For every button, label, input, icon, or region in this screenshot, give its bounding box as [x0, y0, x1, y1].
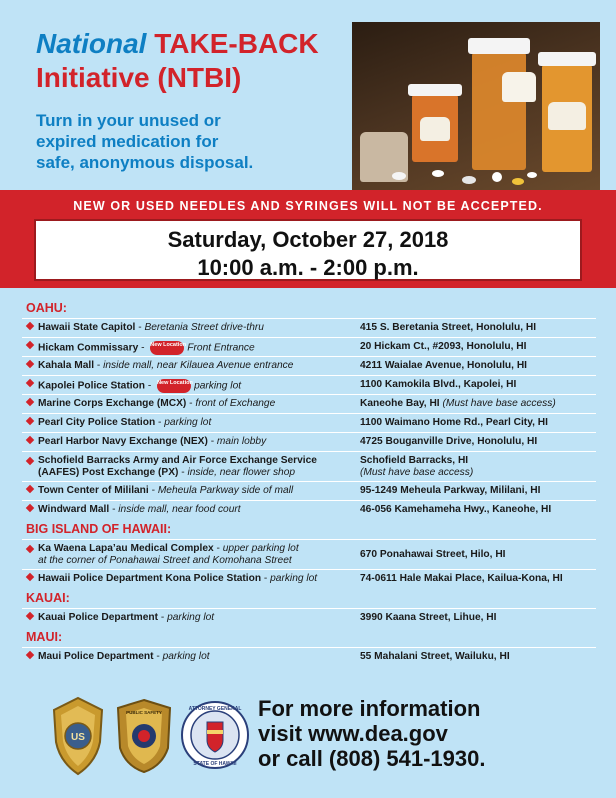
- bullet-icon: [26, 360, 34, 368]
- location-name: Marine Corps Exchange (MCX): [38, 398, 187, 409]
- location-detail: parking lot: [167, 612, 215, 623]
- region-heading-maui: MAUI:: [26, 630, 63, 644]
- bullet-icon: [26, 485, 34, 493]
- location-address: 55 Mahalani Street, Wailuku, HI: [360, 651, 510, 662]
- title-national: National: [36, 28, 147, 59]
- svg-text:PUBLIC SAFETY: PUBLIC SAFETY: [126, 710, 162, 715]
- more-info: [258, 696, 598, 771]
- location-detail-continued: at the corner of Ponahawai Street and Komohana Street: [38, 555, 292, 566]
- location-address: 74-0611 Hale Makai Place, Kailua-Kona, HI: [360, 573, 563, 584]
- bullet-icon: [26, 436, 34, 444]
- location-detail: inside, near flower shop: [187, 467, 296, 478]
- location-detail: Beretania Street drive-thru: [144, 322, 264, 333]
- bullet-icon: [26, 379, 34, 387]
- location-detail: inside mall, near Kilauea Avenue entrance: [103, 360, 294, 371]
- location-address: Kaneohe Bay, HI: [360, 398, 440, 409]
- separator: -: [186, 398, 196, 409]
- location-name: Hickam Commissary: [38, 342, 139, 354]
- location-address: 415 S. Beretania Street, Honolulu, HI: [360, 322, 537, 333]
- location-name: Windward Mall: [38, 504, 110, 515]
- website-link[interactable]: visit www.dea.gov: [258, 721, 448, 746]
- svg-text:STATE OF HAWAII: STATE OF HAWAII: [193, 761, 237, 767]
- location-detail: front of Exchange: [195, 398, 276, 409]
- separator: -: [261, 573, 271, 584]
- location-name-continued: (AAFES) Post Exchange (PX): [38, 467, 179, 478]
- medication-photo: [352, 22, 600, 192]
- location-detail: Front Entrance: [187, 342, 255, 354]
- location-detail: parking lot: [162, 651, 210, 662]
- location-name: Ka Waena Lapa’au Medical Complex: [38, 543, 214, 554]
- needles-warning: NEW OR USED NEEDLES AND SYRINGES WILL NOT BE ACCEPTED.: [73, 199, 543, 213]
- separator: -: [148, 485, 158, 496]
- location-detail: main lobby: [216, 436, 267, 447]
- location-name: Pearl City Police Station: [38, 417, 156, 428]
- location-name: Hawaii Police Department Kona Police Station: [38, 573, 262, 584]
- location-name: Kauai Police Department: [38, 612, 159, 623]
- list-item: [22, 337, 596, 356]
- tagline-line: safe, anonymous disposal.: [36, 153, 254, 172]
- bullet-icon: [26, 612, 34, 620]
- list-item: [22, 413, 596, 432]
- list-item: [22, 608, 596, 627]
- location-detail: upper parking lot: [222, 543, 299, 554]
- location-address: 4725 Bouganville Drive, Honolulu, HI: [360, 436, 538, 447]
- list-item: [22, 539, 596, 569]
- locations-list: [22, 298, 596, 666]
- agency-seals: [50, 696, 250, 776]
- bullet-icon: [26, 651, 34, 659]
- location-address: 1100 Kamokila Blvd., Kapolei, HI: [360, 379, 517, 390]
- bullet-icon: [26, 417, 34, 425]
- dea-badge-icon: [50, 696, 106, 776]
- region-heading-big-island: BIG ISLAND OF HAWAII:: [26, 522, 172, 536]
- location-name: Kapolei Police Station: [38, 380, 145, 392]
- location-name: Town Center of Mililani: [38, 485, 149, 496]
- list-item: [22, 647, 596, 666]
- title: [36, 28, 319, 60]
- bullet-icon: [26, 545, 34, 553]
- list-item: [22, 432, 596, 451]
- separator: -: [213, 543, 223, 554]
- list-item: [22, 356, 596, 375]
- location-address: 3990 Kaana Street, Lihue, HI: [360, 612, 497, 623]
- location-detail: parking lot: [270, 573, 318, 584]
- location-detail: inside mall, near food court: [118, 504, 241, 515]
- region-heading-kauai: KAUAI:: [26, 591, 70, 605]
- more-info-line: For more information: [258, 696, 481, 721]
- svg-text:ATTORNEY GENERAL: ATTORNEY GENERAL: [188, 706, 242, 712]
- location-name: Schofield Barracks Army and Air Force Exchange Service: [38, 455, 317, 466]
- location-address: 20 Hickam Ct., #2093, Honolulu, HI: [360, 341, 527, 352]
- title-initiative: Initiative (NTBI): [36, 62, 242, 93]
- tagline: [36, 110, 336, 173]
- svg-text:US: US: [71, 732, 85, 743]
- location-name: Kahala Mall: [38, 360, 95, 371]
- address-note: (Must have base access): [442, 398, 556, 409]
- list-item: [22, 451, 596, 481]
- bullet-icon: [26, 457, 34, 465]
- address-note: (Must have base access): [360, 467, 474, 478]
- separator: -: [178, 467, 188, 478]
- location-name: Pearl Harbor Navy Exchange (NEX): [38, 436, 208, 447]
- location-address: 46-056 Kamehameha Hwy., Kaneohe, HI: [360, 504, 552, 515]
- separator: -: [207, 436, 217, 447]
- list-item: [22, 481, 596, 500]
- event-datebox: [34, 219, 582, 281]
- location-detail: Meheula Parkway side of mall: [157, 485, 294, 496]
- location-address: 4211 Waialae Avenue, Honolulu, HI: [360, 360, 528, 371]
- list-item: [22, 375, 596, 394]
- bullet-icon: [26, 504, 34, 512]
- separator: -: [155, 417, 165, 428]
- separator: -: [145, 380, 155, 392]
- event-time: 10:00 a.m. - 2:00 p.m.: [197, 255, 419, 280]
- bullet-icon: [26, 341, 34, 349]
- location-name: Maui Police Department: [38, 651, 154, 662]
- tagline-line: expired medication for: [36, 132, 219, 151]
- new-location-badge: New Location: [157, 379, 191, 393]
- new-location-badge: New Location: [150, 341, 184, 355]
- attorney-general-seal-icon: [180, 700, 250, 770]
- bullet-icon: [26, 322, 34, 330]
- bullet-icon: [26, 573, 34, 581]
- bullet-icon: [26, 398, 34, 406]
- separator: -: [153, 651, 163, 662]
- region-heading-oahu: OAHU:: [26, 301, 67, 315]
- separator: -: [109, 504, 119, 515]
- list-item: [22, 394, 596, 413]
- location-detail: parking lot: [164, 417, 212, 428]
- title-take-back: TAKE-BACK: [154, 28, 319, 59]
- location-address: 670 Ponahawai Street, Hilo, HI: [360, 549, 506, 560]
- phone-number: or call (808) 541-1930.: [258, 746, 486, 771]
- location-detail: parking lot: [194, 380, 242, 392]
- separator: -: [135, 322, 145, 333]
- separator: -: [158, 612, 168, 623]
- tagline-line: Turn in your unused or: [36, 111, 221, 130]
- separator: -: [94, 360, 104, 371]
- location-address: 1100 Waimano Home Rd., Pearl City, HI: [360, 417, 548, 428]
- list-item: [22, 569, 596, 588]
- event-date: Saturday, October 27, 2018: [167, 227, 449, 252]
- separator: -: [138, 342, 148, 354]
- location-address: 95-1249 Meheula Parkway, Mililani, HI: [360, 485, 541, 496]
- location-address: Schofield Barracks, HI: [360, 455, 469, 466]
- public-safety-badge-icon: [114, 698, 174, 774]
- location-name: Hawaii State Capitol: [38, 322, 136, 333]
- list-item: [22, 318, 596, 337]
- list-item: [22, 500, 596, 519]
